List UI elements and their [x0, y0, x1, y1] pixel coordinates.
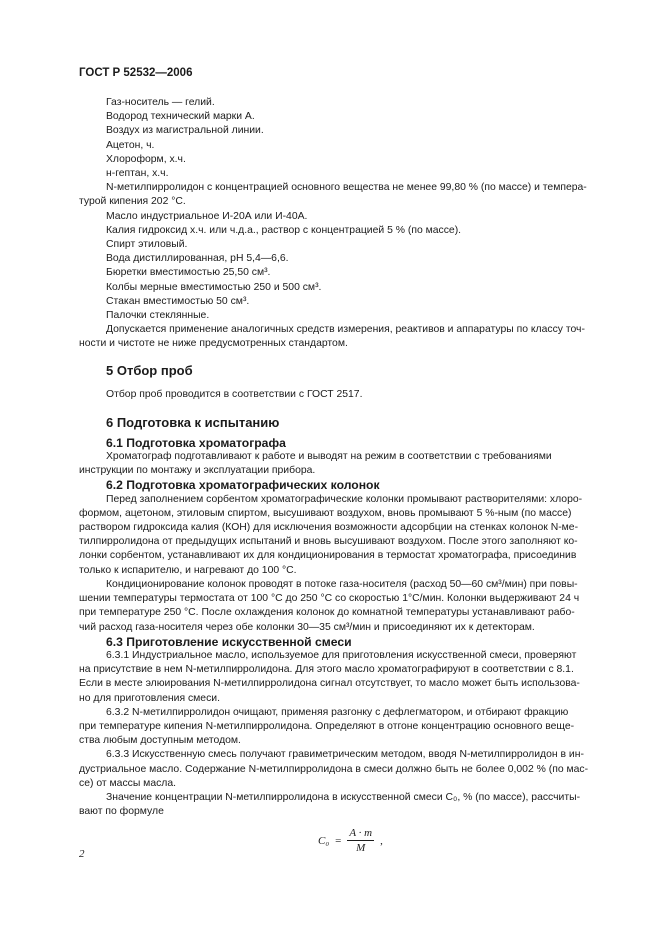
paragraph-line: при температуре 250 °С. После охлаждения колонок до комнатной температуры устанавливают рабо- — [79, 607, 575, 619]
paragraph-line: турой кипения 202 °С. — [79, 196, 186, 208]
formula-fraction — [347, 826, 374, 855]
paragraph-line: только к испарителю, и нагревают до 100 °С. — [79, 564, 297, 576]
list-item: Спирт этиловый. — [106, 239, 188, 251]
paragraph-line: Хроматограф подготавливают к работе и выводят на режим в соответствии с требованиями — [106, 451, 552, 463]
subsection-heading-6-2: 6.2 Подготовка хроматографических колонок — [106, 478, 380, 493]
paragraph-line: Значение концентрации N-метилпирролидона в искусственной смеси С₀, % (по массе), рассчиты- — [106, 791, 581, 803]
paragraph-line: чий расход газа-носителя через обе колонки 30—35 см³/мин и присоединяют их к детекторам. — [79, 621, 535, 633]
paragraph-line: 6.3.3 Искусственную смесь получают гравиметрическим методом, вводя N-метилпирролидон в ин- — [106, 749, 584, 761]
list-item: Палочки стеклянные. — [106, 310, 210, 322]
paragraph-line: ства любым доступным методом. — [79, 735, 241, 747]
paragraph-line: на присутствие в нем N-метилпирролидона. Для этого масло хроматографируют в соответствии с 8.1. — [79, 664, 574, 676]
paragraph-line: формом, ацетоном, этиловым спиртом, высушивают воздухом, вновь промывают 5 %-ным (по массе) — [79, 507, 572, 519]
list-item: Бюретки вместимостью 25,50 см³. — [106, 267, 271, 279]
section-heading-6: 6 Подготовка к испытанию — [106, 414, 280, 430]
paragraph-line: 6.3.2 N-метилпирролидон очищают, применяя разгонку с дефлегматором, и отбирают фракцию — [106, 706, 569, 718]
page-number: 2 — [79, 848, 85, 860]
formula-numerator: A · m — [347, 826, 374, 841]
list-item: н-гептан, х.ч. — [106, 168, 169, 180]
paragraph-line: но для приготовления смеси. — [79, 692, 220, 704]
list-item: Вода дистиллированная, pH 5,4—6,6. — [106, 253, 289, 265]
list-item: Калия гидроксид х.ч. или ч.д.а., раствор с концентрацией 5 % (по массе). — [106, 224, 462, 236]
formula-denominator: M — [356, 842, 366, 855]
subsection-heading-6-1: 6.1 Подготовка хроматографа — [106, 435, 286, 450]
formula-equals: = — [335, 834, 342, 847]
list-item: Масло индустриальное И-20А или И-40А. — [106, 210, 308, 222]
list-item: Стакан вместимостью 50 см³. — [106, 295, 250, 307]
paragraph-line: раствором гидроксида калия (КОН) для исключения возможности адсорбции на стенках колонок N-ме- — [79, 522, 579, 534]
list-item: Водород технический марки А. — [106, 111, 255, 123]
paragraph-line: ности и чистоте не ниже предусмотренных стандартом. — [79, 338, 348, 350]
formula-trailing-comma: , — [380, 834, 383, 847]
list-item: Воздух из магистральной линии. — [106, 125, 264, 137]
paragraph-line: N-метилпирролидон с концентрацией основного вещества не менее 99,80 % (по массе) и темпера- — [106, 182, 587, 194]
list-item: Ацетон, ч. — [106, 139, 155, 151]
formula-lhs: C₀ — [318, 834, 330, 847]
list-item: Колбы мерные вместимостью 250 и 500 см³. — [106, 281, 322, 293]
list-item: Хлороформ, х.ч. — [106, 153, 186, 165]
paragraph-line: шении температуры термостата от 100 °С до 250 °С со скоростью 1°С/мин. Колонки выдерживают 24 ч — [79, 593, 580, 605]
paragraph-line: Допускается применение аналогичных средств измерения, реактивов и аппаратуры по классу точ- — [106, 324, 585, 336]
paragraph-line: 6.3.1 Индустриальное масло, используемое для приготовления искусственной смеси, проверяют — [106, 649, 577, 661]
paragraph-line: Отбор проб проводится в соответствии с ГОСТ 2517. — [106, 388, 363, 400]
paragraph-line: се) от массы масла. — [79, 777, 177, 789]
paragraph-line: Перед заполнением сорбентом хроматографические колонки промывают растворителями: хлоро- — [106, 493, 583, 505]
paragraph-line: Кондиционирование колонок проводят в потоке газа-носителя (расход 50—60 см³/мин) при повы- — [106, 578, 578, 590]
standard-header: ГОСТ Р 52532—2006 — [79, 67, 193, 79]
paragraph-line: инструкции по монтажу и эксплуатации прибора. — [79, 465, 316, 477]
paragraph-line: тилпирролидона от предыдущих испытаний и вновь высушивают воздухом. После этого заполняют ко- — [79, 536, 578, 548]
paragraph-line: лонки сорбентом, устанавливают их для кондиционирования в термостат хроматографа, присоединив — [79, 550, 577, 562]
paragraph-line: при температуре кипения N-метилпирролидона. Определяют в отгоне концентрацию основного веще- — [79, 720, 575, 732]
section-heading-5: 5 Отбор проб — [106, 362, 193, 378]
paragraph-line: дустриальное масло. Содержание N-метилпирролидона в смеси должно быть не более 0,002 % (по мас- — [79, 763, 589, 775]
paragraph-line: Если в месте элюирования N-метилпирролидона сигнал отсутствует, то масло может быть использова- — [79, 678, 580, 690]
document-body — [79, 96, 613, 819]
subsection-heading-6-3: 6.3 Приготовление искусственной смеси — [106, 634, 352, 649]
concentration-formula — [318, 826, 383, 855]
paragraph-line: вают по формуле — [79, 806, 164, 818]
list-item: Газ-носитель — гелий. — [106, 97, 215, 108]
